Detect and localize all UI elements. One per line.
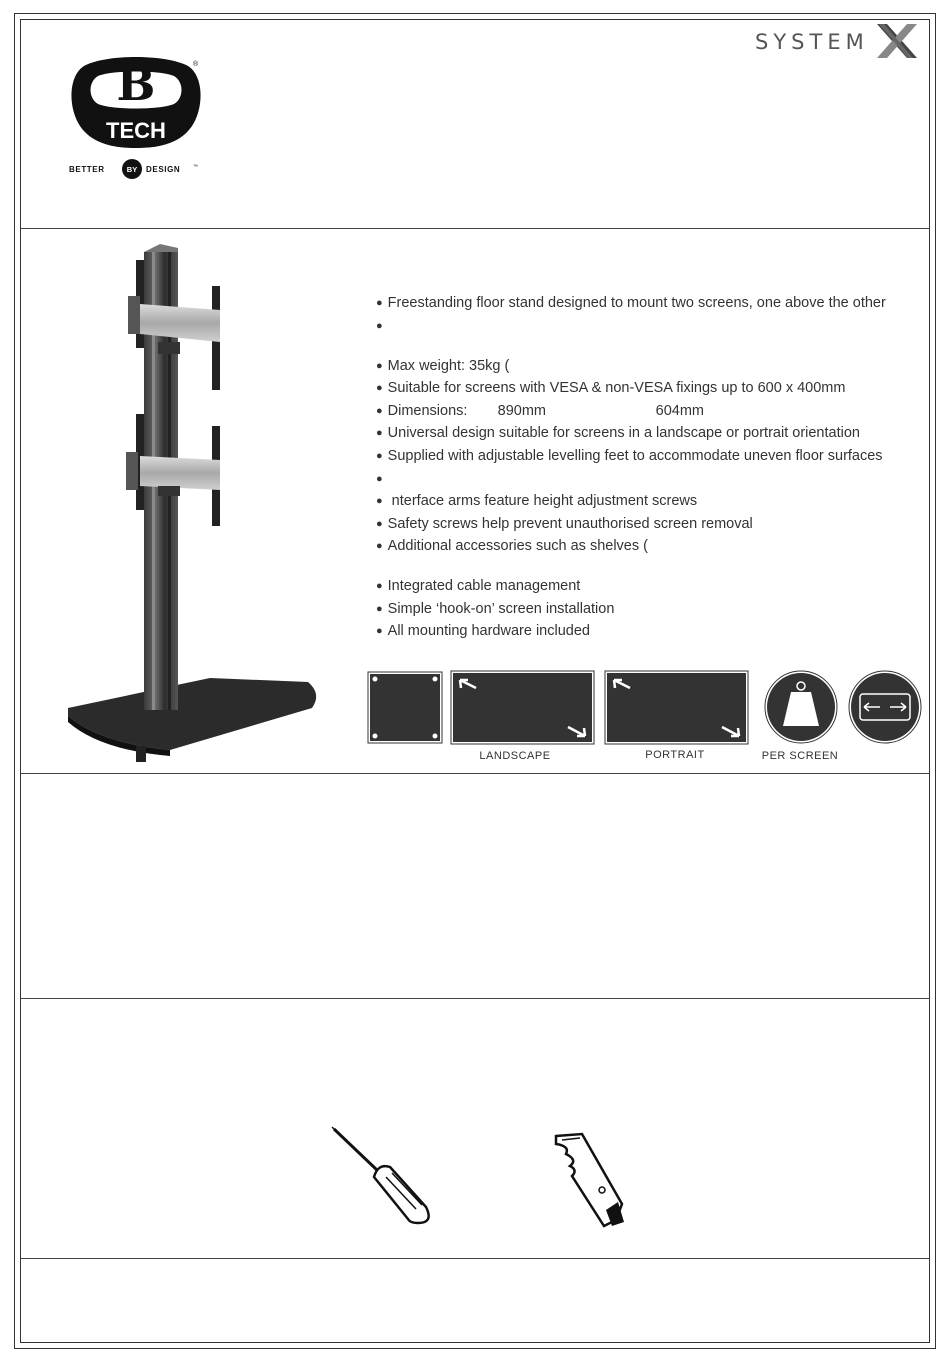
divider-header <box>20 228 930 229</box>
feature-item: ● Freestanding floor stand designed to mount two screens, one above the other <box>376 295 886 311</box>
feature-item: ● Integrated cable management <box>376 577 581 594</box>
feature-item: ● nterface arms feature height adjustment screws <box>376 493 698 510</box>
feature-spacer <box>376 558 921 575</box>
weight-label: PER SCREEN <box>761 750 839 762</box>
features-list <box>376 292 921 643</box>
floor-stand-image <box>60 238 330 763</box>
logo-tagline-tm: ™ <box>193 164 198 170</box>
feature-item: ● All mounting hardware included <box>376 623 590 640</box>
logo-tagline-right: DESIGN <box>146 165 181 174</box>
feature-item: ● <box>376 319 383 332</box>
feature-item: ● Suitable for screens with VESA & non-VESA fixings up to 600 x 400mm <box>376 380 846 397</box>
feature-item: ● <box>376 472 383 485</box>
divider-features <box>20 773 930 774</box>
system-x-brand <box>755 22 920 60</box>
btech-logo <box>66 52 206 180</box>
brand-word: SYSTEM <box>755 30 869 54</box>
logo-letter: B <box>116 57 156 111</box>
vesa-pattern-icon <box>367 671 443 744</box>
logo-tagline-mid: BY <box>126 165 138 174</box>
feature-item: ● Max weight: 35kg ( <box>376 357 510 374</box>
width-icon <box>848 670 922 744</box>
feature-item: ● Supplied with adjustable levelling feet to accommodate uneven floor surfaces <box>376 447 883 464</box>
brand-x-mark <box>875 22 919 60</box>
divider-tools <box>20 1258 930 1259</box>
utility-knife-icon <box>552 1130 632 1230</box>
screwdriver-icon <box>330 1125 434 1229</box>
feature-item: ● Additional accessories such as shelves ( <box>376 538 648 555</box>
landscape-icon <box>450 670 595 745</box>
portrait-icon <box>604 670 749 745</box>
landscape-label: LANDSCAPE <box>479 750 551 762</box>
feature-item: ● Safety screws help prevent unauthorised screen removal <box>376 515 753 532</box>
portrait-label: PORTRAIT <box>645 749 705 761</box>
logo-reg-mark: ® <box>193 61 199 68</box>
logo-name: TECH <box>106 118 166 143</box>
divider-blank <box>20 998 930 999</box>
feature-item: ● Universal design suitable for screens in a landscape or portrait orientation <box>376 425 860 442</box>
feature-item: ● Simple ‘hook-on’ screen installation <box>376 600 615 617</box>
weight-icon <box>764 670 838 744</box>
logo-tagline-left: BETTER <box>69 165 105 174</box>
feature-item-dimensions: ● Dimensions: 890mm 604mm <box>376 402 705 419</box>
